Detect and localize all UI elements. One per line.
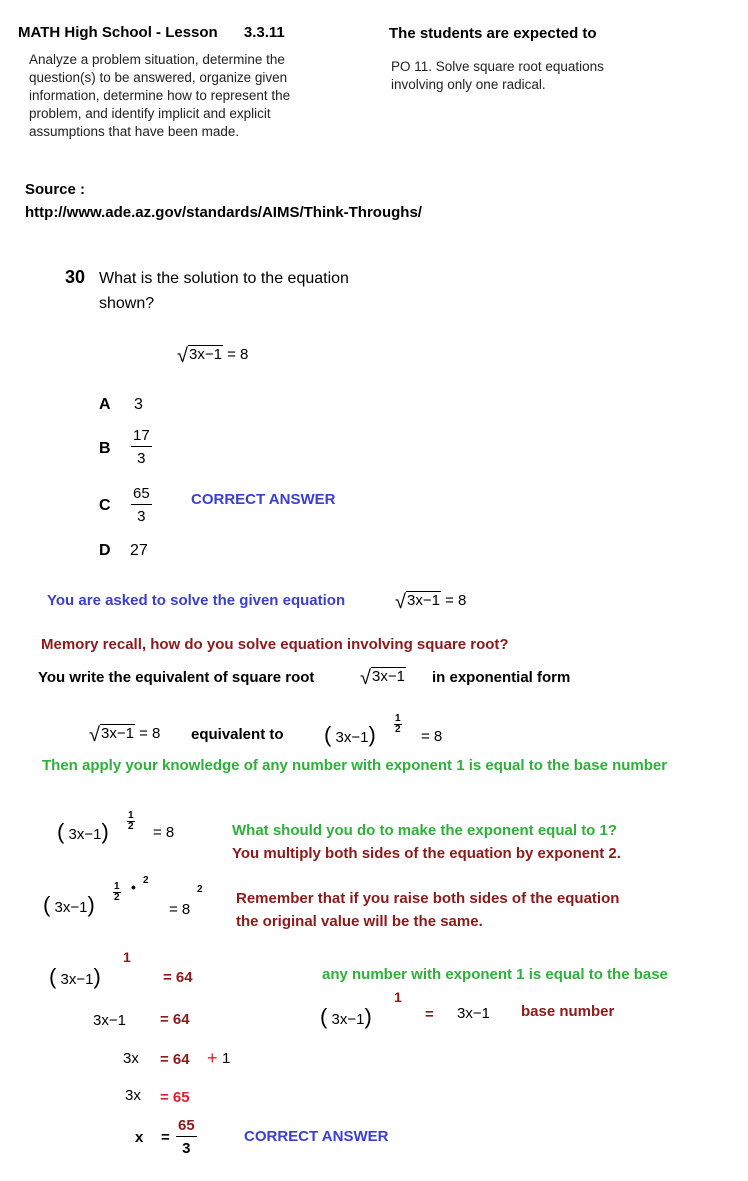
lesson-title: MATH High School - Lesson 3.3.11 [18,24,285,41]
plus-sign: + [207,1048,218,1068]
exponential-expression-5: ( 3x−1) [320,1004,372,1029]
standard-text: Analyze a problem situation, determine the question(s) to be answered, organize given information, determine how to represent the problem, and identify implicit and explicit assumptions that have been made. [29,52,291,139]
exponent-half-2: $\frac{1}{2}$ [128,810,134,832]
plus-one: 1 [222,1050,231,1067]
remember-text-2: the original value will be the same. [236,913,483,930]
equals-8-2: = 8 [153,824,175,841]
choice-c-letter: C [99,497,111,514]
asked-text: You are asked to solve the given equation [47,592,346,609]
equivalent-left: √3x−1 = 8 [89,724,161,746]
exponential-expression-2: ( 3x−1) [57,819,109,844]
equivalent-to: equivalent to [191,726,284,743]
final-x: x [135,1129,144,1146]
question-equation: √3x−1 = 8 [177,345,249,367]
write-sqrt: √3x−1 [360,667,405,689]
po-text: PO 11. Solve square root equations involving only one radical. [391,59,604,92]
equals-64-3: = 64 [160,1051,190,1068]
equals-65: = 65 [160,1089,190,1106]
choice-a-value: 3 [134,396,143,413]
choice-b-letter: B [99,440,111,457]
multiply-text: You multiply both sides of the equation by exponent 2. [232,845,621,862]
equals-64-2: = 64 [160,1011,190,1028]
what-should-text: What should you do to make the exponent equal to 1? [232,822,618,839]
equals-8-3: = 8 [169,901,191,918]
lesson-number: 3.3.11 [243,24,285,41]
exponential-expression-4: ( 3x−1) [49,964,101,989]
final-correct-answer: CORRECT ANSWER [244,1128,389,1145]
exponential-expression-3: ( 3x−1) [43,892,95,917]
expectation-title: The students are expected to [389,25,597,42]
choice-c-fraction: $\frac{65}{3}$ [133,485,150,525]
any-number-text: any number with exponent 1 is equal to the base [322,966,668,983]
apply-knowledge-text: Then apply your knowledge of any number with exponent 1 is equal to the base number [42,757,668,774]
final-equals: = [161,1129,170,1146]
three-x-1: 3x [123,1050,139,1067]
choice-d-letter: D [99,542,111,559]
choice-b-fraction: $\frac{17}{3}$ [133,427,150,467]
correct-answer-label: CORRECT ANSWER [191,491,336,508]
equals-8-1: = 8 [421,728,443,745]
exponent-two-left: 2 [143,875,149,886]
equals-64-1: = 64 [163,969,193,986]
choice-d-value: 27 [130,542,148,559]
write-post-text: in exponential form [432,669,571,686]
final-fraction: $\frac{65}{3}$ [178,1117,195,1157]
choice-a-letter: A [99,396,111,413]
equals-sign-base: = [425,1006,434,1023]
exponent-one-2: 1 [394,989,402,1005]
write-text: You write the equivalent of square root [38,669,315,686]
three-x-2: 3x [125,1087,141,1104]
exponent-one-1: 1 [123,949,131,965]
multiply-dot: • [131,879,136,895]
exponent-half-1: $\frac{1}{2}$ [395,713,401,735]
remember-text-1: Remember that if you raise both sides of the equation [236,890,620,907]
base-number-label: base number [521,1003,615,1020]
step-base-expression: 3x−1 [93,1012,126,1029]
question-text-line2: shown? [99,295,155,312]
source-label: Source : [25,181,86,198]
question-text-line1: What is the solution to the equation [99,270,349,287]
exponent-two-right: 2 [197,884,203,895]
base-expression: 3x−1 [457,1005,490,1022]
source-url: http://www.ade.az.gov/standards/AIMS/Think-Throughs/ [25,204,422,221]
memory-text: Memory recall, how do you solve equation involving square root? [41,636,509,653]
question-number: 30 [65,267,86,287]
asked-equation: √3x−1 = 8 [395,591,467,613]
sqrt-expression: √3x−1 [177,345,222,367]
exponential-expression-1: ( 3x−1) [324,722,376,747]
exponent-half-3: $\frac{1}{2}$ [114,881,120,903]
